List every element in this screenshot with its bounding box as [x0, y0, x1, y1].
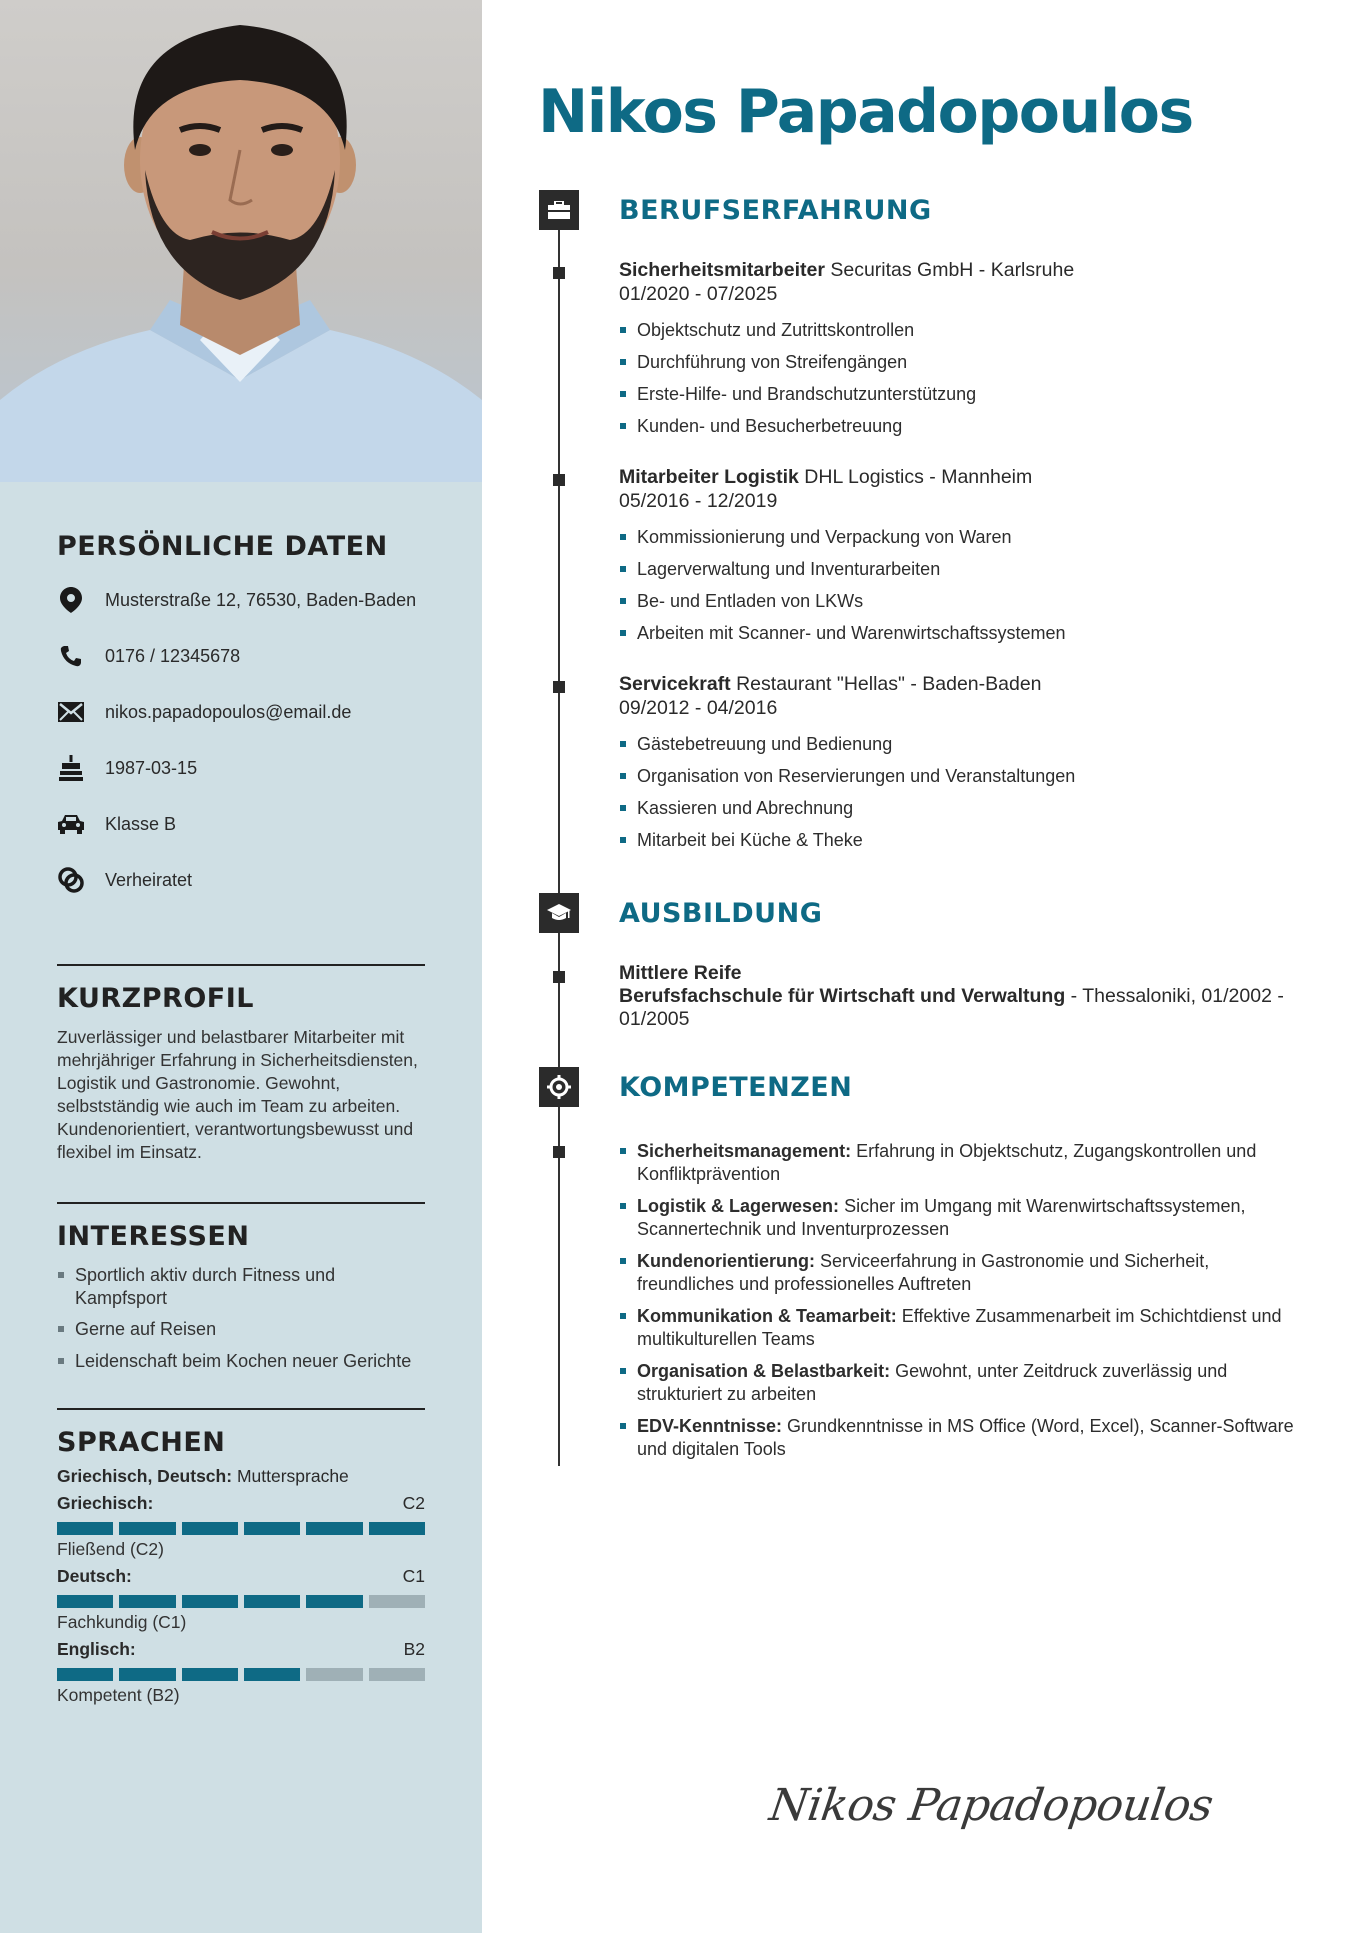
skill-label: Logistik & Lagerwesen: [637, 1196, 840, 1216]
level-segment [57, 1522, 113, 1535]
car-icon [57, 810, 85, 838]
map-pin-icon [57, 586, 85, 614]
education-detail: - Thessaloniki, 01/2002 - 01/2005 [619, 985, 1284, 1030]
job-title: Sicherheitsmitarbeiter [619, 259, 825, 281]
level-segment [119, 1668, 175, 1681]
profile-photo [0, 0, 482, 482]
level-segment [369, 1522, 425, 1535]
level-segment [57, 1595, 113, 1608]
skill-label: Kommunikation & Teamarbeit: [637, 1306, 897, 1326]
timeline-line [558, 196, 560, 1466]
job-task: Kassieren und Abrechnung [619, 797, 1319, 819]
level-segment [119, 1522, 175, 1535]
license-text: Klasse B [105, 813, 177, 834]
job-dates: 09/2012 - 04/2016 [619, 697, 778, 719]
envelope-icon [57, 698, 85, 726]
job-company: DHL Logistics - Mannheim [804, 466, 1033, 488]
briefcase-icon [539, 190, 579, 230]
job-tasks [619, 319, 1319, 437]
job-task: Durchführung von Streifengängen [619, 351, 1319, 373]
interest-item: Sportlich aktiv durch Fitness und Kampfsport [57, 1264, 425, 1309]
level-segment [182, 1595, 238, 1608]
timeline-node [553, 971, 565, 983]
contact-birthdate [57, 740, 425, 796]
skill-item [619, 1140, 1299, 1186]
language-level-bar [57, 1595, 425, 1608]
job-task: Be- und Entladen von LKWs [619, 590, 1319, 612]
skill-text: Erfahrung in Objektschutz, Zugangskontrollen und Konfliktprävention [637, 1141, 1257, 1184]
marital-status-text: Verheiratet [105, 869, 193, 890]
level-segment [244, 1522, 300, 1535]
skill-item [619, 1360, 1299, 1406]
level-segment [244, 1668, 300, 1681]
education-entry [619, 962, 1319, 1031]
level-segment [182, 1668, 238, 1681]
sidebar-content [57, 530, 425, 1706]
job-tasks [619, 526, 1319, 644]
address-text: Musterstraße 12, 76530, Baden-Baden [105, 589, 417, 610]
native-value: Muttersprache [236, 1466, 349, 1486]
language-entry [57, 1493, 425, 1560]
level-segment [369, 1668, 425, 1681]
job-task: Erste-Hilfe- und Brandschutzunterstützung [619, 383, 1319, 405]
applicant-name: Nikos Papadopoulos [538, 77, 1193, 147]
job-tasks [619, 733, 1319, 851]
skills-heading: KOMPETENZEN [619, 1072, 853, 1103]
job-title: Servicekraft [619, 673, 731, 695]
skill-text: Grundkenntnisse in MS Office (Word, Excel), Scanner-Software und digitalen Tools [637, 1416, 1294, 1459]
skill-item [619, 1250, 1299, 1296]
interest-item: Gerne auf Reisen [57, 1318, 425, 1341]
contact-license [57, 796, 425, 852]
personal-data-heading: PERSÖNLICHE DATEN [57, 531, 388, 562]
native-label: Griechisch, Deutsch: [57, 1466, 233, 1486]
timeline-node [553, 681, 565, 693]
divider [57, 1202, 425, 1204]
skill-text: Gewohnt, unter Zeitdruck zuverlässig und strukturiert zu arbeiten [637, 1361, 1228, 1404]
language-name: Englisch: [57, 1639, 136, 1659]
gear-icon [539, 1067, 579, 1107]
job-company: Restaurant "Hellas" - Baden-Baden [736, 673, 1042, 695]
birthday-cake-icon [57, 754, 85, 782]
language-level-text: Fließend (C2) [57, 1539, 164, 1559]
email-text: nikos.papadopoulos@email.de [105, 701, 352, 722]
job-dates: 05/2016 - 12/2019 [619, 490, 778, 512]
level-segment [57, 1668, 113, 1681]
job-task: Organisation von Reservierungen und Veranstaltungen [619, 765, 1319, 787]
skill-label: Sicherheitsmanagement: [637, 1141, 852, 1161]
language-name: Griechisch: [57, 1493, 154, 1513]
level-segment [182, 1522, 238, 1535]
job-task: Objektschutz und Zutrittskontrollen [619, 319, 1319, 341]
education-heading: AUSBILDUNG [619, 898, 823, 929]
contact-list [57, 572, 425, 908]
interests-heading: INTERESSEN [57, 1221, 250, 1252]
level-segment [306, 1595, 362, 1608]
portrait-illustration [0, 0, 482, 482]
job-company: Securitas GmbH - Karlsruhe [830, 259, 1075, 281]
timeline-node [553, 474, 565, 486]
level-segment [369, 1595, 425, 1608]
language-code: B2 [403, 1639, 425, 1659]
education-degree: Mittlere Reife [619, 962, 742, 984]
skill-label: Organisation & Belastbarkeit: [637, 1361, 891, 1381]
skill-text: Serviceerfahrung in Gastronomie und Sicherheit, freundliches und professionelles Auftreten [637, 1251, 1210, 1294]
contact-address [57, 572, 425, 628]
job-task: Lagerverwaltung und Inventurarbeiten [619, 558, 1319, 580]
rings-icon [57, 866, 85, 894]
job-entry [619, 465, 1319, 654]
skills-list [619, 1140, 1299, 1470]
native-languages [57, 1466, 425, 1487]
divider [57, 1408, 425, 1410]
job-entry [619, 258, 1319, 447]
timeline-node [553, 1146, 565, 1158]
skill-label: Kundenorientierung: [637, 1251, 815, 1271]
language-level-bar [57, 1522, 425, 1535]
main-content [482, 0, 1366, 1933]
skill-text: Effektive Zusammenarbeit im Schichtdienst und multikulturellen Teams [637, 1306, 1282, 1349]
divider [57, 964, 425, 966]
language-code: C2 [402, 1493, 425, 1513]
skill-text: Sicher im Umgang mit Warenwirtschaftssystemen, Scannertechnik und Inventurprozessen [637, 1196, 1246, 1239]
interest-item: Leidenschaft beim Kochen neuer Gerichte [57, 1350, 425, 1373]
sidebar [0, 0, 482, 1933]
interests-list [57, 1264, 425, 1372]
language-level-text: Fachkundig (C1) [57, 1612, 187, 1632]
job-entry [619, 672, 1319, 861]
job-dates: 01/2020 - 07/2025 [619, 283, 778, 305]
language-code: C1 [402, 1566, 425, 1586]
level-segment [306, 1522, 362, 1535]
job-task: Arbeiten mit Scanner- und Warenwirtschaftssystemen [619, 622, 1319, 644]
skill-label: EDV-Kenntnisse: [637, 1416, 783, 1436]
skill-item [619, 1415, 1299, 1461]
profile-heading: KURZPROFIL [57, 983, 254, 1014]
job-task: Gästebetreuung und Bedienung [619, 733, 1319, 755]
language-entry [57, 1639, 425, 1706]
job-task: Kommissionierung und Verpackung von Waren [619, 526, 1319, 548]
language-header [57, 1639, 425, 1660]
signature: Nikos Papadopoulos [766, 1780, 1216, 1831]
profile-summary: Zuverlässiger und belastbarer Mitarbeiter mit mehrjähriger Erfahrung in Sicherheitsdiensten, Logistik und Gastronomie. Gewohnt, selbstständig wie auch im Team zu arbeiten. Kundenorientiert, verantwortungsbewusst und flexibel im Einsatz. [57, 1027, 418, 1162]
skill-item [619, 1195, 1299, 1241]
level-segment [244, 1595, 300, 1608]
languages-heading: SPRACHEN [57, 1427, 226, 1458]
language-level-text: Kompetent (B2) [57, 1685, 180, 1705]
language-header [57, 1566, 425, 1587]
language-header [57, 1493, 425, 1514]
phone-icon [57, 642, 85, 670]
experience-heading: BERUFSERFAHRUNG [619, 195, 932, 226]
graduation-cap-icon [539, 893, 579, 933]
language-level-bar [57, 1668, 425, 1681]
level-segment [119, 1595, 175, 1608]
language-name: Deutsch: [57, 1566, 132, 1586]
job-title: Mitarbeiter Logistik [619, 466, 799, 488]
contact-marital-status [57, 852, 425, 908]
education-school: Berufsfachschule für Wirtschaft und Verwaltung [619, 985, 1066, 1007]
phone-text: 0176 / 12345678 [105, 645, 241, 666]
job-task: Mitarbeit bei Küche & Theke [619, 829, 1319, 851]
timeline-node [553, 267, 565, 279]
contact-email [57, 684, 425, 740]
level-segment [306, 1668, 362, 1681]
job-task: Kunden- und Besucherbetreuung [619, 415, 1319, 437]
skill-item [619, 1305, 1299, 1351]
birthdate-text: 1987-03-15 [105, 757, 198, 778]
language-entry [57, 1566, 425, 1633]
language-list [57, 1493, 425, 1706]
contact-phone [57, 628, 425, 684]
